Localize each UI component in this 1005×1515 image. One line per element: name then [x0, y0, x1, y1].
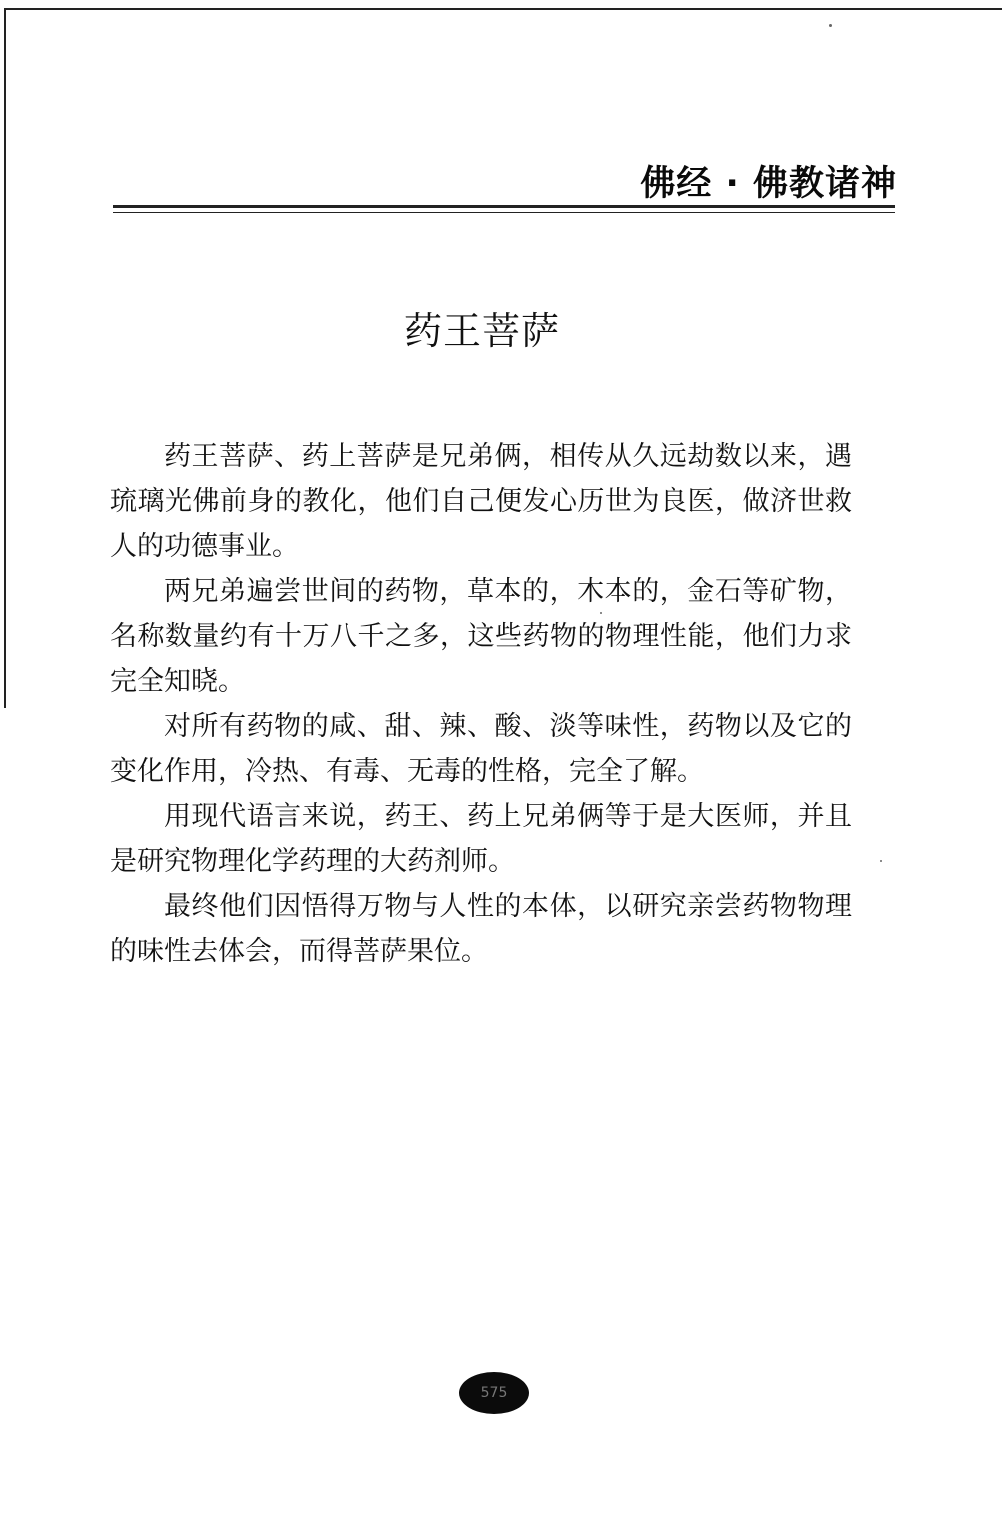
paragraph: 用现代语言来说，药王、药上兄弟俩等于是大医师，并且是研究物理化学药理的大药剂师。 — [110, 801, 852, 877]
paragraph: 药王菩萨、药上菩萨是兄弟俩，相传从久远劫数以来，遇琉璃光佛前身的教化，他们自己便发心历世为良医，做济世救人的功德事业。 — [110, 441, 852, 562]
paragraph: 最终他们因悟得万物与人性的本体，以研究亲尝药物物理的味性去体会，而得菩萨果位。 — [110, 891, 852, 967]
page-number-badge: 575 — [459, 1372, 529, 1414]
article-body — [110, 434, 852, 974]
scan-left-edge — [4, 8, 6, 708]
paragraph: 对所有药物的咸、甜、辣、酸、淡等味性，药物以及它的变化作用，冷热、有毒、无毒的性格，完全了解。 — [110, 711, 852, 787]
article-title: 药王菩萨 — [403, 309, 560, 353]
running-header: 佛经 · 佛教诸神 — [640, 164, 897, 204]
scan-top-edge — [4, 8, 1002, 10]
header-rule-thin — [113, 212, 895, 213]
scan-speck — [600, 612, 602, 614]
scan-speck — [880, 860, 882, 862]
header-rule-thick — [113, 205, 895, 208]
paragraph: 两兄弟遍尝世间的药物，草本的，木本的，金石等矿物，名称数量约有十万八千之多，这些药物的物理性能，他们力求完全知晓。 — [110, 576, 852, 697]
scan-speck — [829, 24, 832, 27]
